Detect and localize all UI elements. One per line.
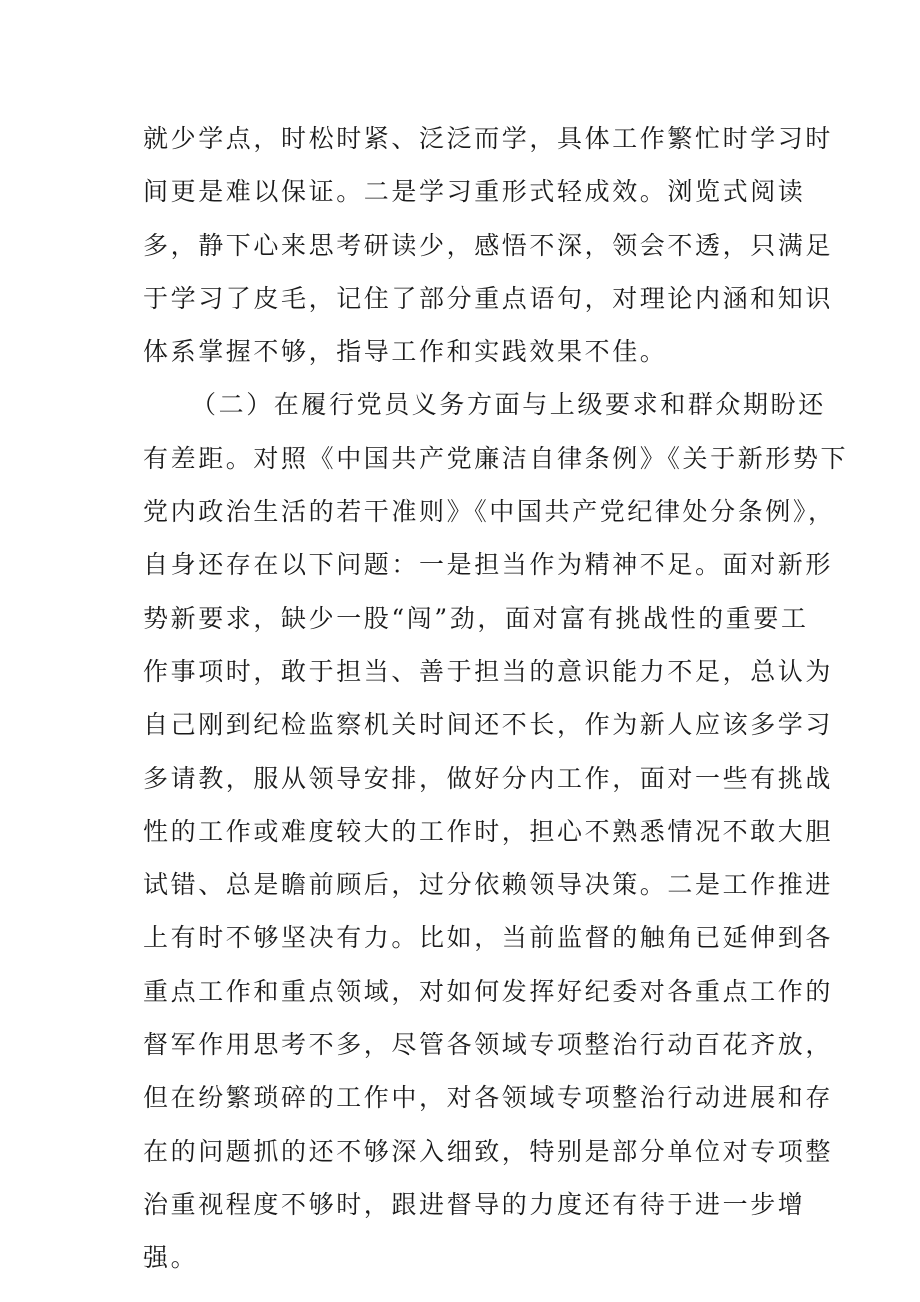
text-line: 自己刚到纪检监察机关时间还不长，作为新人应该多学习 <box>143 710 834 740</box>
text-line: 上有时不够坚决有力。比如，当前监督的触角已延伸到各 <box>143 923 834 953</box>
text-line: 试错、总是瞻前顾后，过分依赖领导决策。二是工作推进 <box>143 870 834 900</box>
text-line: 性的工作或难度较大的工作时，担心不熟悉情况不敢大胆 <box>143 816 834 846</box>
text-line: 多，静下心来思考研读少，感悟不深，领会不透，只满足 <box>143 230 834 260</box>
document-body <box>143 112 849 1285</box>
text-line: 治重视程度不够时，跟进督导的力度还有待于进一步增 <box>143 1189 806 1219</box>
text-line: 势新要求，缺少一股“闯”劲，面对富有挑战性的重要工 <box>143 603 809 633</box>
text-line: 强。 <box>143 1243 199 1273</box>
paragraph-party-duties <box>143 378 849 1284</box>
text-line: 有差距。对照《中国共产党廉洁自律条例》《关于新形势下 <box>143 443 849 473</box>
text-line: 重点工作和重点领域，对如何发挥好纪委对各重点工作的 <box>143 976 834 1006</box>
section-heading-line: （二）在履行党员义务方面与上级要求和群众期盼还 <box>191 390 826 420</box>
text-line: 在的问题抓的还不够深入细致，特别是部分单位对专项整 <box>143 1136 834 1166</box>
text-line: 作事项时，敢于担当、善于担当的意识能力不足，总认为 <box>143 656 834 686</box>
text-line: 体系掌握不够，指导工作和实践效果不佳。 <box>143 337 668 367</box>
text-line: 自身还存在以下问题：一是担当作为精神不足。面对新形 <box>143 550 834 580</box>
text-line: 但在纷繁琐碎的工作中，对各领域专项整治行动进展和存 <box>143 1083 834 1113</box>
paragraph-study-issues <box>143 112 834 378</box>
text-line: 就少学点，时松时紧、泛泛而学，具体工作繁忙时学习时 <box>143 124 834 153</box>
text-line: 督军作用思考不多，尽管各领域专项整治行动百花齐放， <box>143 1030 834 1060</box>
text-line: 多请教，服从领导安排，做好分内工作，面对一些有挑战 <box>143 763 834 793</box>
text-line: 于学习了皮毛，记住了部分重点语句，对理论内涵和知识 <box>143 283 834 313</box>
text-line: 间更是难以保证。二是学习重形式轻成效。浏览式阅读 <box>143 177 806 207</box>
text-line: 党内政治生活的若干准则》《中国共产党纪律处分条例》， <box>143 497 836 527</box>
